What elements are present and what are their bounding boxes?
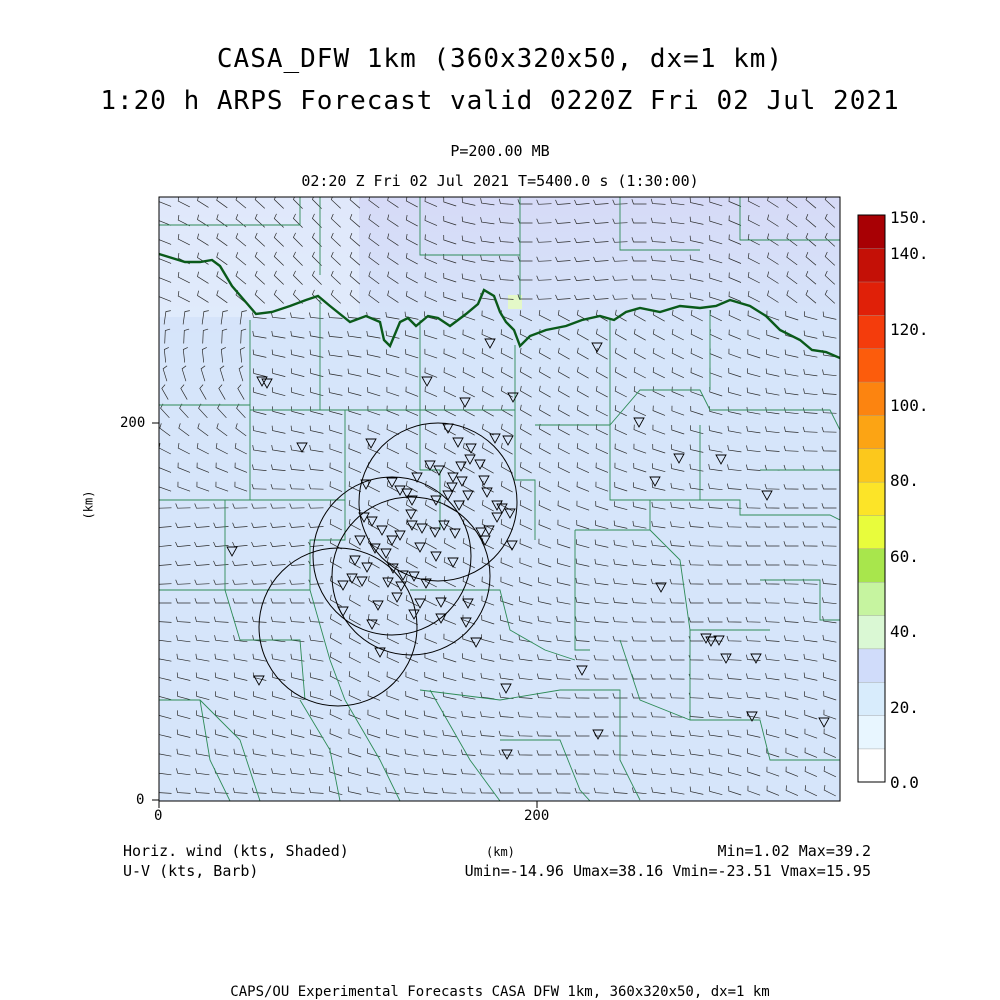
colorbar-label-150: 150. bbox=[890, 208, 929, 227]
colorbar-segment bbox=[858, 482, 885, 516]
colorbar-label-100: 100. bbox=[890, 396, 929, 415]
y-axis-label: (km) bbox=[81, 490, 96, 520]
colorbar-segment bbox=[858, 282, 885, 316]
colorbar-segment bbox=[858, 415, 885, 449]
colorbar-label-0: 0.0 bbox=[890, 773, 919, 792]
colorbar-segment bbox=[858, 515, 885, 549]
colorbar-label-80: 80. bbox=[890, 471, 919, 490]
colorbar-label-140: 140. bbox=[890, 244, 929, 263]
colorbar-segment bbox=[858, 549, 885, 583]
shaded-field-label: Horiz. wind (kts, Shaded) bbox=[123, 842, 349, 860]
colorbar bbox=[858, 215, 885, 782]
colorbar-label-60: 60. bbox=[890, 547, 919, 566]
colorbar-segment bbox=[858, 715, 885, 749]
light-wind-region bbox=[159, 197, 359, 317]
x-tick-0: 0 bbox=[154, 808, 163, 824]
colorbar-label-120: 120. bbox=[890, 320, 929, 339]
title-line-1: CASA_DFW 1km (360x320x50, dx=1 km) bbox=[216, 44, 784, 74]
x-axis-label: (km) bbox=[486, 845, 515, 859]
level-label: P=200.00 MB bbox=[450, 142, 550, 160]
colorbar-segment bbox=[858, 348, 885, 382]
colorbar-label-40: 40. bbox=[890, 622, 919, 641]
colorbar-segment bbox=[858, 315, 885, 349]
plot-area bbox=[157, 195, 841, 801]
valid-time-label: 02:20 Z Fri 02 Jul 2021 T=5400.0 s (1:30:00) bbox=[301, 172, 699, 190]
title-line-2: 1:20 h ARPS Forecast valid 0220Z Fri 02 Jul 2021 bbox=[100, 86, 900, 116]
colorbar-segment bbox=[858, 749, 885, 783]
x-tick-200: 200 bbox=[524, 808, 550, 824]
colorbar-segment bbox=[858, 582, 885, 616]
colorbar-segment bbox=[858, 682, 885, 716]
colorbar-segment bbox=[858, 248, 885, 282]
y-tick-200: 200 bbox=[120, 415, 146, 431]
credit-line: CAPS/OU Experimental Forecasts CASA DFW 1km, 360x320x50, dx=1 km bbox=[230, 984, 770, 1000]
colorbar-label-20: 20. bbox=[890, 698, 919, 717]
barb-field-label: U-V (kts, Barb) bbox=[123, 862, 259, 880]
y-tick-0: 0 bbox=[136, 792, 145, 808]
colorbar-segment bbox=[858, 615, 885, 649]
colorbar-segment bbox=[858, 382, 885, 416]
colorbar-segment bbox=[858, 649, 885, 683]
colorbar-segment bbox=[858, 215, 885, 249]
colorbar-segment bbox=[858, 448, 885, 482]
uv-range-label: Umin=-14.96 Umax=38.16 Vmin=-23.51 Vmax=15.95 bbox=[464, 862, 871, 880]
min-max-label: Min=1.02 Max=39.2 bbox=[717, 842, 871, 860]
